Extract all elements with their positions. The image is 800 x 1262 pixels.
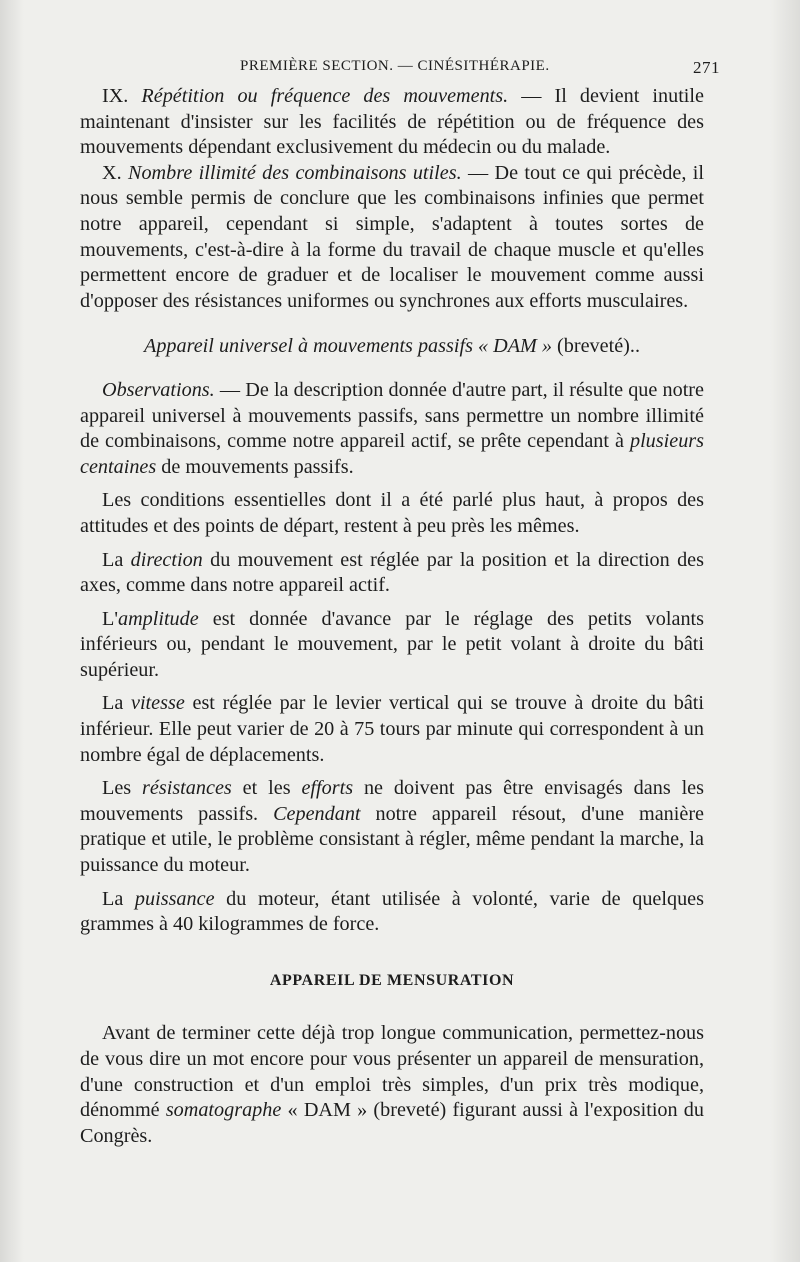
running-header <box>80 58 720 82</box>
paragraph-observations: Observations. — De la description donnée d'autre part, il résulte que notre appareil universel à mouvements passifs, sans permettre un nombre illimité de combinaisons, comme notre appareil actif, se prête cependant à plusieurs centaines de mouvements passifs. <box>80 378 704 478</box>
section-title: APPAREIL DE MENSURATION <box>269 971 515 989</box>
subheading: Appareil universel à mouvements passifs « DAM » (breveté).. <box>144 335 640 358</box>
paragraph-amplitude: L'amplitude est donnée d'avance par le réglage des petits volants inférieurs ou, pendant le mouvement, par le petit volant à droite du bâti supérieur. <box>80 607 704 681</box>
paragraph-x: X. Nombre illimité des combinaisons utiles. — De tout ce qui précède, il nous semble permis de conclure que les combinaisons infinies que permet notre appareil, cependant si simple, s'adaptent à toutes sortes de mouvements, c'est-à-dire à la forme du travail de chaque muscle et qu'elles permettent encore de graduer et de localiser le mouvement comme aussi d'opposer des résistances uniformes ou synchrones aux efforts musculaires. <box>80 161 704 312</box>
paragraph-direction: La direction du mouvement est réglée par la position et la direction des axes, comme dans notre appareil actif. <box>80 548 704 597</box>
header-title: PREMIÈRE SECTION. — CINÉSITHÉRAPIE. <box>240 58 550 74</box>
page-number: 271 <box>693 58 720 77</box>
paragraph-resistances: Les résistances et les efforts ne doivent pas être envisagés dans les mouvements passifs. Cependant notre appareil résout, d'une manière pratique et utile, le problème consistant à régler, même pendant la marche, la puissance du moteur. <box>80 777 704 877</box>
paragraph-vitesse: La vitesse est réglée par le levier vertical qui se trouve à droite du bâti inférieur. Elle peut varier de 20 à 75 tours par minute qui correspondent à un nombre égal de déplacements. <box>80 692 704 766</box>
paragraph-mensuration: Avant de terminer cette déjà trop longue communication, permettez-nous de vous dire un mot encore pour vous présenter un appareil de mensuration, d'une construction et d'un emploi très simples, d'un prix très modique, dénommé somatographe « DAM » (breveté) figurant aussi à l'exposition du Congrès. <box>80 1022 704 1147</box>
paragraph-puissance: La puissance du moteur, étant utilisée à volonté, varie de quelques grammes à 40 kilogrammes de force. <box>80 887 704 936</box>
paragraph-ix: IX. Répétition ou fréquence des mouvements. — Il devient inutile maintenant d'insister sur les facilités de répétition ou de fréquence des mouvements dépendant exclusivement du médecin ou du malade. <box>80 85 704 159</box>
page-body <box>80 84 704 1149</box>
paragraph-conditions: Les conditions essentielles dont il a été parlé plus haut, à propos des attitudes et des points de départ, restent à peu près les mêmes. <box>80 489 704 537</box>
